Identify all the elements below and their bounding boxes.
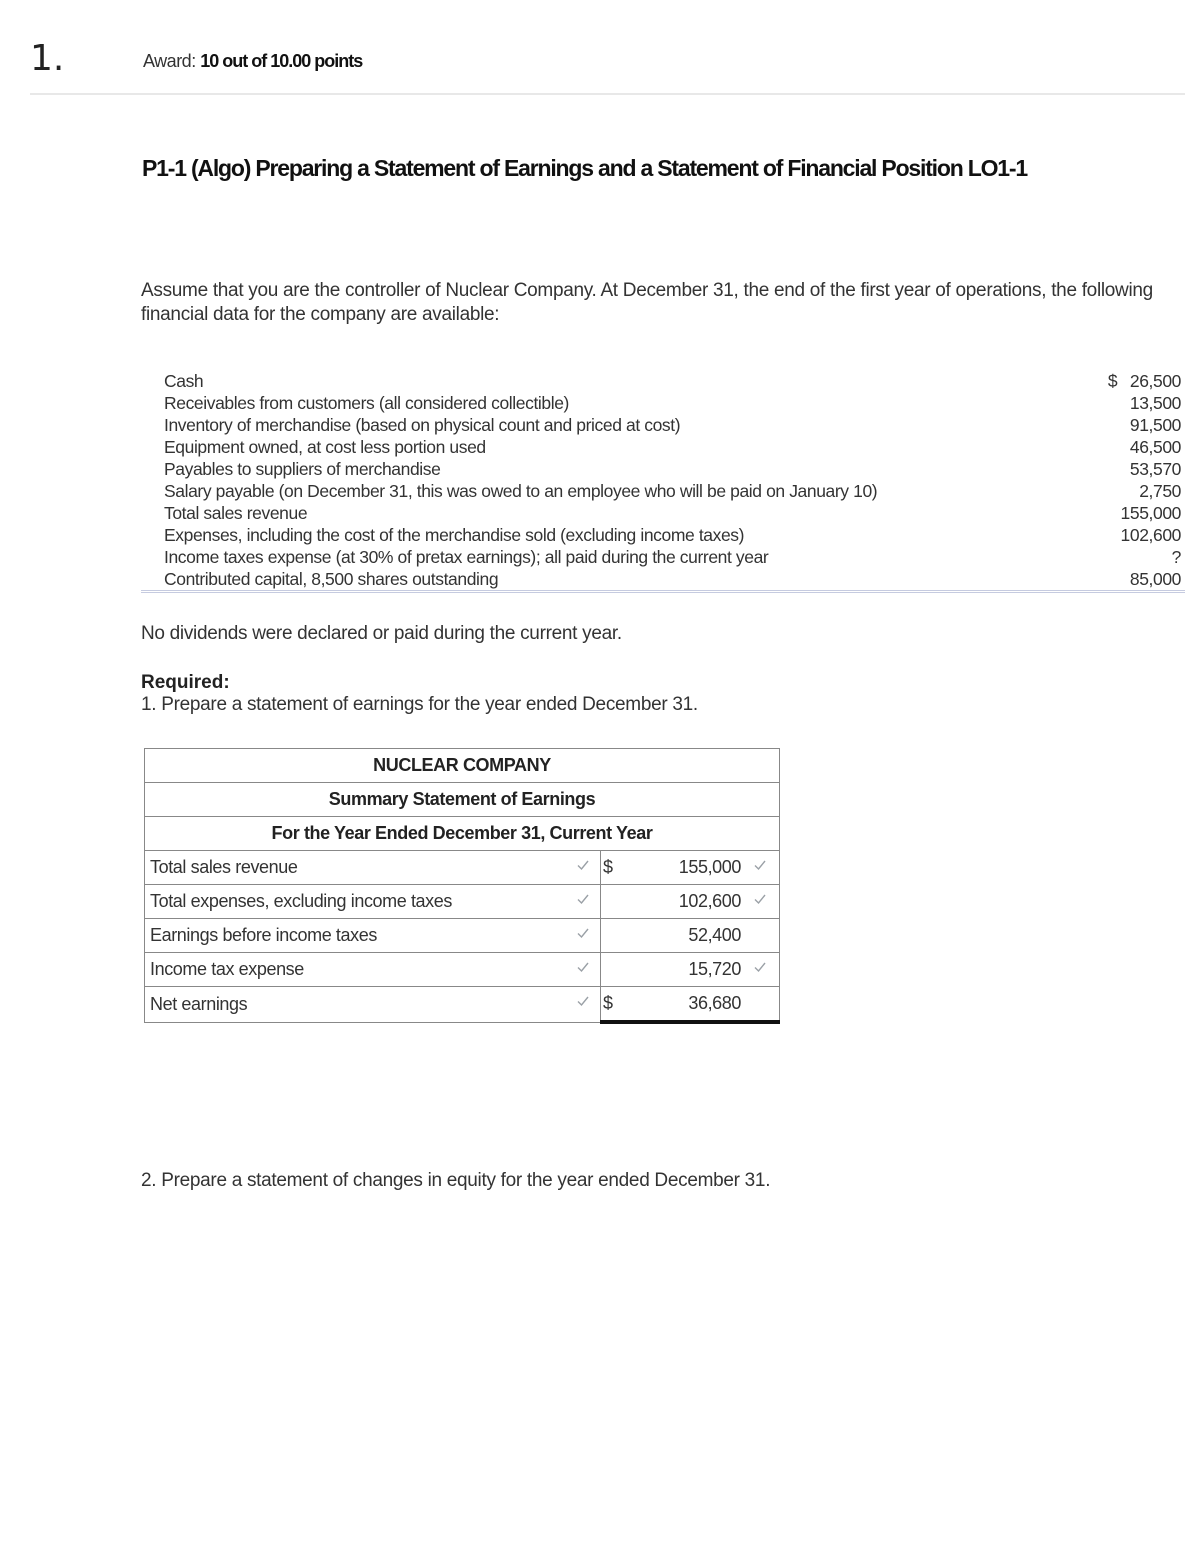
check-icon	[576, 926, 590, 940]
data-row-salary-payable	[141, 480, 1185, 502]
data-amount	[1108, 370, 1185, 392]
header-divider	[30, 93, 1185, 95]
dividends-note: No dividends were declared or paid during the current year.	[141, 623, 622, 644]
currency-cell: $	[601, 987, 622, 1023]
data-label: Payables to suppliers of merchandise	[164, 459, 441, 479]
data-row-cash	[141, 370, 1185, 392]
data-amount: 102,600	[1120, 525, 1181, 545]
data-amount: 85,000	[1129, 569, 1181, 589]
row-value: 155,000	[678, 857, 741, 877]
value-cell[interactable]	[621, 953, 780, 987]
check-icon	[753, 960, 767, 974]
data-label: Cash	[164, 371, 204, 391]
value-cell	[621, 987, 780, 1023]
requirement-2: 2. Prepare a statement of changes in equity for the year ended December 31.	[141, 1170, 771, 1191]
data-label: Salary payable (on December 31, this was owed to an employee who will be paid on January 10)	[164, 481, 878, 501]
data-row-equipment	[141, 436, 1185, 458]
data-amount: ?	[1171, 547, 1181, 567]
row-label: Net earnings	[150, 993, 248, 1014]
data-label: Income taxes expense (at 30% of pretax earnings); all paid during the current year	[164, 547, 769, 567]
currency-cell	[601, 953, 622, 987]
row-label-cell[interactable]	[145, 953, 601, 987]
data-value: 26,500	[1129, 371, 1181, 391]
table-row	[145, 987, 780, 1023]
currency-symbol: $	[1107, 371, 1118, 391]
value-cell[interactable]	[621, 885, 780, 919]
row-label-cell[interactable]	[145, 919, 601, 953]
statement-company: NUCLEAR COMPANY	[145, 749, 780, 783]
data-label: Total sales revenue	[164, 503, 308, 523]
data-label: Expenses, including the cost of the merchandise sold (excluding income taxes)	[164, 525, 745, 545]
check-icon	[576, 994, 590, 1008]
data-amount: 2,750	[1139, 481, 1181, 501]
requirement-1: 1. Prepare a statement of earnings for the year ended December 31.	[141, 694, 698, 715]
row-value: 52,400	[688, 925, 741, 945]
table-row	[145, 885, 780, 919]
row-label: Total expenses, excluding income taxes	[150, 891, 452, 911]
question-number: 1.	[30, 38, 65, 79]
row-label-cell[interactable]	[145, 851, 601, 885]
data-label: Inventory of merchandise (based on physical count and priced at cost)	[164, 415, 681, 435]
value-cell	[621, 919, 780, 953]
data-row-expenses	[141, 524, 1185, 546]
row-label-cell[interactable]	[145, 885, 601, 919]
data-label: Receivables from customers (all considered collectible)	[164, 393, 569, 413]
row-value: 36,680	[688, 993, 741, 1013]
row-label-cell[interactable]	[145, 987, 601, 1023]
value-cell[interactable]	[621, 851, 780, 885]
check-icon	[576, 960, 590, 974]
data-row-income-taxes	[141, 546, 1185, 568]
data-row-payables	[141, 458, 1185, 480]
data-row-inventory	[141, 414, 1185, 436]
table-row	[145, 919, 780, 953]
table-row	[145, 851, 780, 885]
currency-cell	[601, 885, 622, 919]
award-value: 10 out of 10.00 points	[200, 51, 363, 71]
data-row-contributed-capital	[141, 568, 1185, 590]
row-label: Earnings before income taxes	[150, 925, 377, 945]
data-amount: 155,000	[1120, 503, 1181, 523]
data-amount: 91,500	[1129, 415, 1181, 435]
problem-title: P1-1 (Algo) Preparing a Statement of Earnings and a Statement of Financial Position LO1-1	[142, 155, 1027, 181]
problem-intro: Assume that you are the controller of Nuclear Company. At December 31, the end of the first year of operations, the following financial data for the company are available:	[141, 280, 1153, 325]
data-amount: 46,500	[1129, 437, 1181, 457]
data-row-sales-revenue	[141, 502, 1185, 524]
award-score	[143, 51, 362, 72]
row-value: 102,600	[678, 891, 741, 911]
currency-cell: $	[601, 851, 622, 885]
check-icon	[753, 858, 767, 872]
award-label: Award:	[143, 51, 196, 71]
financial-data-list	[141, 370, 1185, 593]
data-label: Contributed capital, 8,500 shares outstanding	[164, 569, 499, 589]
statement-name: Summary Statement of Earnings	[145, 783, 780, 817]
statement-period: For the Year Ended December 31, Current Year	[145, 817, 780, 851]
table-row	[145, 953, 780, 987]
row-value: 15,720	[688, 959, 741, 979]
data-row-receivables	[141, 392, 1185, 414]
row-label: Income tax expense	[150, 959, 304, 979]
data-amount: 53,570	[1129, 459, 1181, 479]
required-heading: Required:	[141, 672, 230, 693]
earnings-statement-table	[144, 748, 780, 1024]
currency-cell	[601, 919, 622, 953]
check-icon	[753, 892, 767, 906]
check-icon	[576, 892, 590, 906]
row-label: Total sales revenue	[150, 857, 298, 877]
data-amount: 13,500	[1129, 393, 1181, 413]
data-label: Equipment owned, at cost less portion used	[164, 437, 486, 457]
check-icon	[576, 858, 590, 872]
